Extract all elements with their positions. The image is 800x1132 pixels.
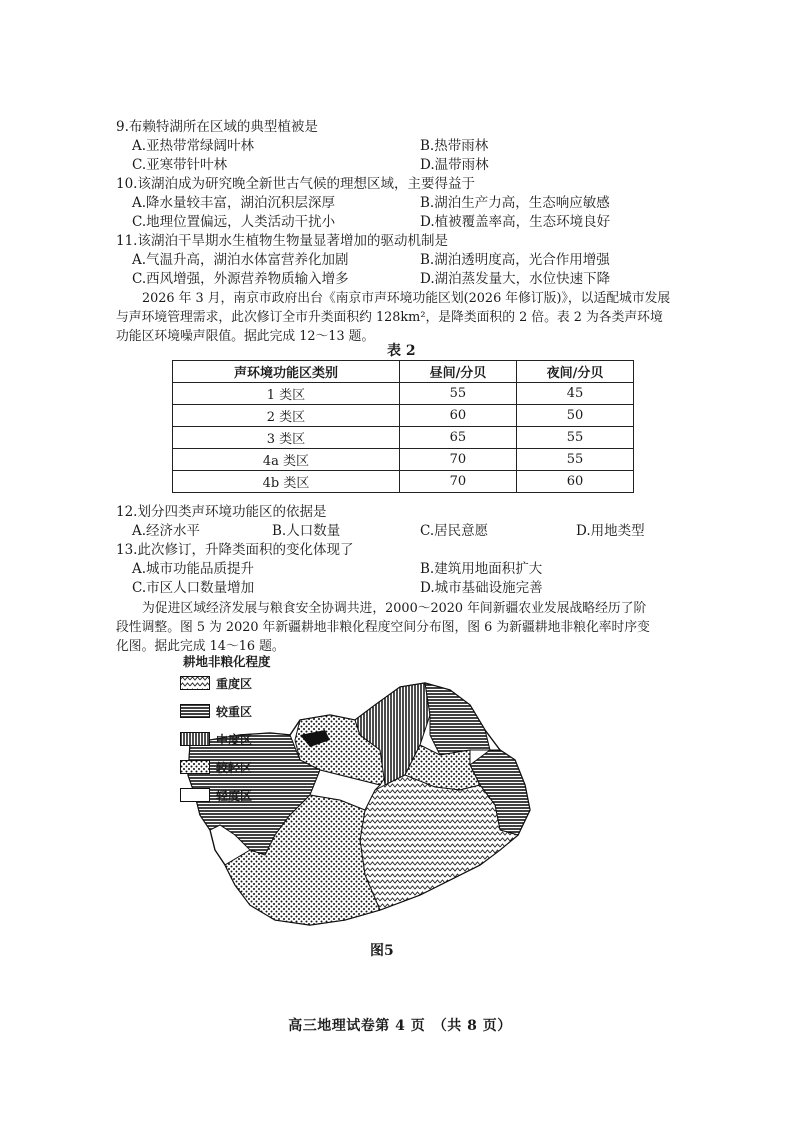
legend-title: 耕地非粮化程度 [183,654,271,669]
legend-item-slight [180,787,252,803]
legend-label: 较轻区 [216,760,253,775]
noise-limit-table [172,360,634,493]
legend-swatch-horizontal [180,704,210,718]
question-9-option-d: D.温带雨林 [420,157,489,173]
question-13-stem: 13.此次修订，升降类面积的变化体现了 [116,542,354,558]
table-cell-night: 45 [516,383,633,405]
table-row [173,449,634,471]
question-13-option-a: A.城市功能品质提升 [132,561,255,577]
question-10-option-d: D.植被覆盖率高，生态环境良好 [420,214,611,230]
question-9-option-b: B.热带雨林 [420,138,489,154]
table-cell-day: 70 [399,449,516,471]
question-10-stem: 10.该湖泊成为研究晚全新世古气候的理想区域，主要得益于 [116,176,475,192]
legend-item-severe [180,675,252,691]
legend-item-medium [180,731,252,747]
table-cell-night: 55 [516,449,633,471]
legend-label: 重度区 [216,676,253,691]
legend-swatch-vertical [180,732,210,746]
figure-5-caption: 图5 [370,943,394,959]
legend-label: 轻度区 [216,788,253,803]
table-row [173,427,634,449]
question-9-option-c: C.亚寒带针叶林 [132,157,228,173]
table-row [173,383,634,405]
legend-swatch-zigzag [180,676,210,690]
question-12-option-a: A.经济水平 [132,523,201,539]
legend-label: 中度区 [216,732,253,747]
question-10-option-b: B.湖泊生产力高，生态响应敏感 [420,195,610,211]
question-11-option-a: A.气温升高，湖泊水体富营养化加剧 [132,252,349,268]
table-row [173,405,634,427]
table-cell-night: 55 [516,427,633,449]
passage-2-line-2: 段性调整。图 5 为 2020 年新疆耕地非粮化程度空间分布图，图 6 为新疆耕地非粮化率时序变 [116,620,650,635]
question-13-option-c: C.市区人口数量增加 [132,580,255,596]
question-11-option-c: C.西风增强，外源营养物质输入增多 [132,271,349,287]
table-cell-day: 65 [399,427,516,449]
table-cell-category: 2 类区 [173,405,400,427]
question-10-option-c: C.地理位置偏远，人类活动干扰小 [132,214,336,230]
table-cell-night: 50 [516,405,633,427]
question-12-option-d: D.用地类型 [576,523,645,539]
table-header-row [173,361,634,383]
table-cell-category: 1 类区 [173,383,400,405]
question-12-option-c: C.居民意愿 [420,523,489,539]
table-header-night: 夜间/分贝 [516,361,633,383]
table-cell-category: 4b 类区 [173,471,400,493]
table-cell-category: 3 类区 [173,427,400,449]
question-12-option-b: B.人口数量 [272,523,341,539]
legend-item-heavy [180,703,252,719]
table-cell-day: 60 [399,405,516,427]
question-13-option-b: B.建筑用地面积扩大 [420,561,543,577]
table-header-category: 声环境功能区类别 [173,361,400,383]
question-10-option-a: A.降水量较丰富，湖泊沉积层深厚 [132,195,336,211]
question-13-option-d: D.城市基础设施完善 [420,580,543,596]
page-footer: 高三地理试卷第 4 页 （共 8 页） [288,1018,512,1034]
passage-2-line-1: 为促进区域经济发展与粮食安全协调共进，2000～2020 年间新疆农业发展战略经历了阶 [142,601,647,616]
question-11-stem: 11.该湖泊干旱期水生植物生物量显著增加的驱动机制是 [116,233,448,249]
question-11-option-b: B.湖泊透明度高，光合作用增强 [420,252,610,268]
table-row [173,471,634,493]
table-2-caption: 表 2 [387,343,416,359]
question-9-option-a: A.亚热带常绿阔叶林 [132,138,255,154]
legend-swatch-dots [180,760,210,774]
table-cell-category: 4a 类区 [173,449,400,471]
table-header-day: 昼间/分贝 [399,361,516,383]
passage-1-line-1: 2026 年 3 月，南京市政府出台《南京市声环境功能区划(2026 年修订版)》，以适配城市发展 [142,291,671,306]
question-11-option-d: D.湖泊蒸发量大，水位快速下降 [420,271,611,287]
legend-label: 较重区 [216,704,253,719]
legend-item-light [180,759,252,775]
table-cell-night: 60 [516,471,633,493]
passage-2-line-3: 化图。据此完成 14～16 题。 [116,639,285,654]
question-12-stem: 12.划分四类声环境功能区的依据是 [116,504,327,520]
table-cell-day: 55 [399,383,516,405]
passage-1-line-3: 功能区环境噪声限值。据此完成 12～13 题。 [116,329,375,344]
passage-1-line-2: 与声环境管理需求，此次修订全市升类面积约 128km²，是降类面积的 2 倍。表 2 为各类声环境 [116,310,663,325]
map-region-heavy-ne [425,683,490,755]
legend-swatch-blank [180,788,210,802]
question-9-stem: 9.布赖特湖所在区域的典型植被是 [116,119,318,135]
table-cell-day: 70 [399,471,516,493]
